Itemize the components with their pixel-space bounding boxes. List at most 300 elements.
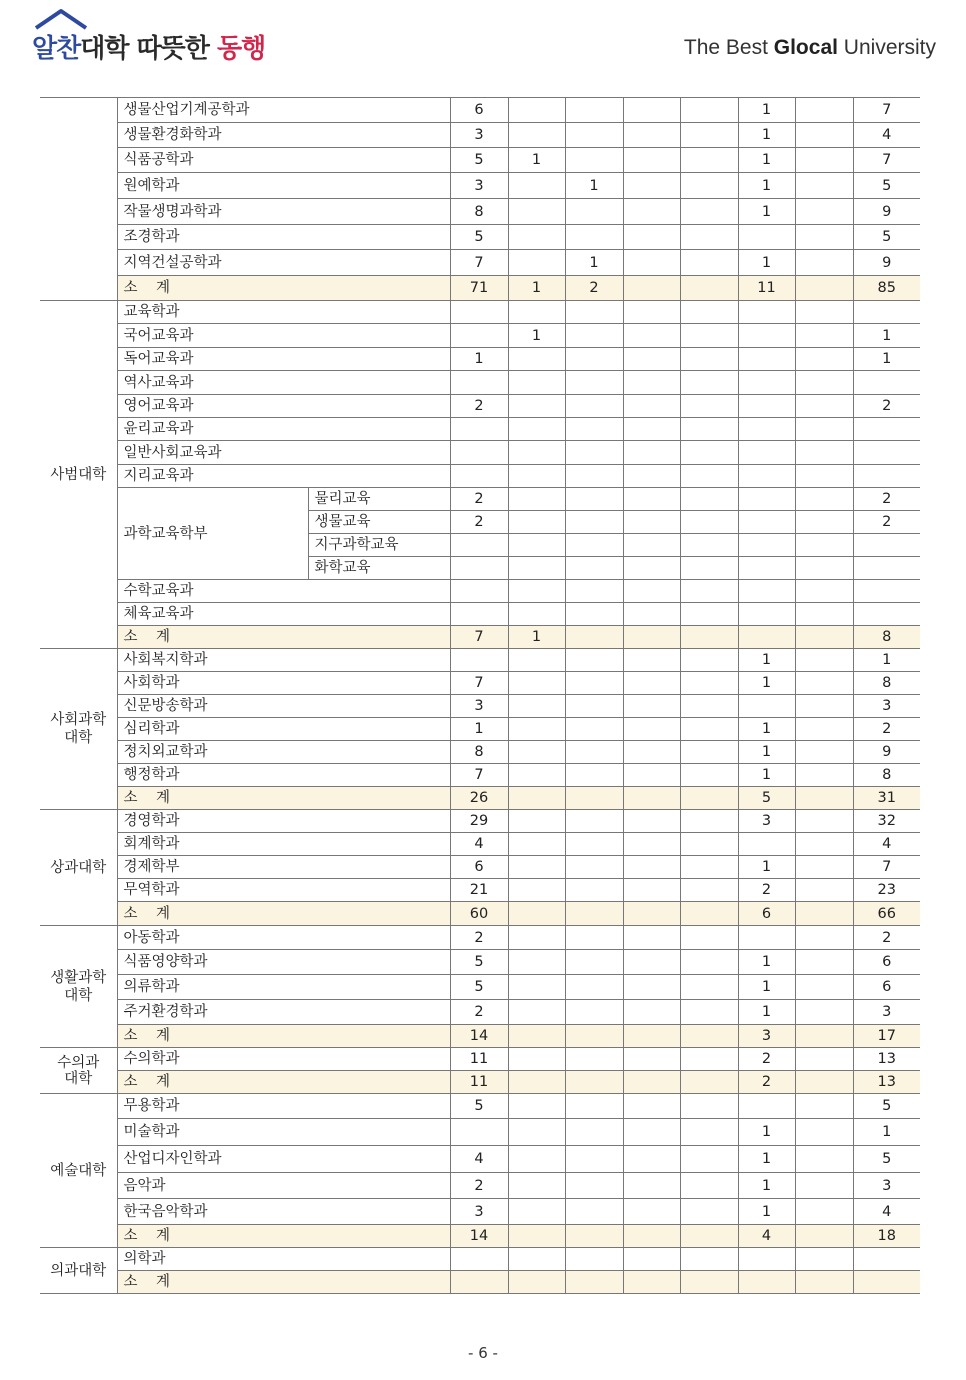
table-row bbox=[40, 975, 920, 1000]
value-cell bbox=[565, 764, 623, 787]
value-cell bbox=[565, 465, 623, 488]
value-cell bbox=[508, 926, 565, 950]
value-cell: 60 bbox=[450, 902, 508, 926]
college-cell: 의과대학 bbox=[40, 1248, 117, 1294]
table-row bbox=[40, 879, 920, 902]
value-cell bbox=[565, 371, 623, 395]
value-cell bbox=[508, 879, 565, 902]
value-cell bbox=[738, 1094, 795, 1119]
table-row bbox=[40, 173, 920, 199]
subtotal-row bbox=[40, 902, 920, 926]
value-cell bbox=[623, 173, 680, 199]
value-cell: 8 bbox=[853, 764, 920, 787]
dept-cell: 회계학과 bbox=[117, 833, 450, 856]
college-cell: 사회과학 대학 bbox=[40, 649, 117, 810]
dept-cell: 식품영양학과 bbox=[117, 950, 450, 975]
value-cell bbox=[853, 534, 920, 557]
value-cell bbox=[508, 741, 565, 764]
value-cell: 2 bbox=[853, 926, 920, 950]
value-cell bbox=[508, 488, 565, 511]
value-cell bbox=[565, 123, 623, 148]
value-cell: 21 bbox=[450, 879, 508, 902]
value-cell bbox=[565, 199, 623, 225]
value-cell: 71 bbox=[450, 276, 508, 301]
value-cell bbox=[795, 1225, 853, 1248]
value-cell: 8 bbox=[450, 199, 508, 225]
value-cell bbox=[623, 649, 680, 672]
value-cell bbox=[680, 1048, 738, 1071]
value-cell bbox=[680, 123, 738, 148]
logo-text-4: 동행 bbox=[216, 34, 266, 64]
value-cell bbox=[623, 301, 680, 324]
value-cell: 3 bbox=[450, 695, 508, 718]
value-cell bbox=[623, 718, 680, 741]
value-cell bbox=[680, 98, 738, 123]
value-cell bbox=[795, 1000, 853, 1025]
value-cell bbox=[565, 557, 623, 580]
value-cell bbox=[508, 1119, 565, 1146]
dept-cell: 조경학과 bbox=[117, 225, 450, 250]
value-cell bbox=[508, 695, 565, 718]
value-cell bbox=[795, 810, 853, 833]
subtotal-row bbox=[40, 787, 920, 810]
dept-cell: 식품공학과 bbox=[117, 148, 450, 173]
value-cell bbox=[795, 926, 853, 950]
value-cell bbox=[738, 580, 795, 603]
dept-cell: 지리교육과 bbox=[117, 465, 450, 488]
value-cell bbox=[623, 879, 680, 902]
value-cell bbox=[853, 603, 920, 626]
value-cell: 85 bbox=[853, 276, 920, 301]
value-cell bbox=[795, 580, 853, 603]
value-cell: 4 bbox=[853, 1199, 920, 1225]
value-cell bbox=[795, 371, 853, 395]
slogan-bold: Glocal bbox=[773, 36, 838, 59]
value-cell bbox=[450, 324, 508, 348]
value-cell bbox=[623, 371, 680, 395]
value-cell bbox=[450, 301, 508, 324]
value-cell: 1 bbox=[738, 173, 795, 199]
value-cell bbox=[738, 534, 795, 557]
table-row bbox=[40, 199, 920, 225]
value-cell: 1 bbox=[738, 718, 795, 741]
value-cell bbox=[565, 418, 623, 441]
value-cell bbox=[795, 1071, 853, 1094]
value-cell bbox=[795, 975, 853, 1000]
dept-cell: 미술학과 bbox=[117, 1119, 450, 1146]
table-row bbox=[40, 833, 920, 856]
table-row bbox=[40, 810, 920, 833]
value-cell bbox=[623, 123, 680, 148]
value-cell: 1 bbox=[738, 975, 795, 1000]
value-cell: 5 bbox=[853, 173, 920, 199]
value-cell bbox=[853, 441, 920, 465]
value-cell: 11 bbox=[450, 1071, 508, 1094]
value-cell bbox=[508, 395, 565, 418]
value-cell bbox=[680, 348, 738, 371]
subtotal-label: 소 계 bbox=[117, 1025, 450, 1048]
value-cell: 31 bbox=[853, 787, 920, 810]
value-cell bbox=[508, 718, 565, 741]
value-cell bbox=[795, 148, 853, 173]
roof-icon bbox=[34, 8, 90, 30]
value-cell: 1 bbox=[508, 324, 565, 348]
subtotal-row bbox=[40, 276, 920, 301]
value-cell bbox=[565, 856, 623, 879]
dept-cell: 수학교육과 bbox=[117, 580, 450, 603]
value-cell bbox=[565, 902, 623, 926]
value-cell bbox=[738, 926, 795, 950]
value-cell: 4 bbox=[450, 1146, 508, 1173]
value-cell bbox=[508, 441, 565, 465]
value-cell: 4 bbox=[853, 123, 920, 148]
value-cell: 1 bbox=[738, 672, 795, 695]
value-cell: 7 bbox=[853, 856, 920, 879]
value-cell bbox=[565, 580, 623, 603]
value-cell: 1 bbox=[450, 718, 508, 741]
value-cell: 1 bbox=[853, 348, 920, 371]
subtotal-label: 소 계 bbox=[117, 1271, 450, 1294]
value-cell bbox=[795, 348, 853, 371]
logo-text-1: 알찬 bbox=[32, 34, 81, 64]
value-cell bbox=[795, 718, 853, 741]
value-cell: 2 bbox=[450, 395, 508, 418]
value-cell bbox=[508, 250, 565, 276]
value-cell bbox=[795, 1025, 853, 1048]
value-cell bbox=[738, 695, 795, 718]
value-cell bbox=[680, 879, 738, 902]
value-cell bbox=[795, 465, 853, 488]
value-cell bbox=[795, 324, 853, 348]
value-cell bbox=[565, 1048, 623, 1071]
value-cell: 1 bbox=[508, 626, 565, 649]
table-body bbox=[40, 98, 920, 1294]
value-cell bbox=[508, 173, 565, 199]
value-cell: 8 bbox=[853, 626, 920, 649]
value-cell: 9 bbox=[853, 199, 920, 225]
value-cell bbox=[565, 534, 623, 557]
value-cell bbox=[508, 348, 565, 371]
table-row bbox=[40, 348, 920, 371]
value-cell bbox=[623, 199, 680, 225]
value-cell bbox=[565, 1025, 623, 1048]
value-cell bbox=[508, 1025, 565, 1048]
value-cell: 1 bbox=[738, 1146, 795, 1173]
value-cell bbox=[623, 1271, 680, 1294]
value-cell bbox=[623, 975, 680, 1000]
value-cell: 13 bbox=[853, 1071, 920, 1094]
value-cell: 66 bbox=[853, 902, 920, 926]
value-cell bbox=[680, 1146, 738, 1173]
dept-cell: 의류학과 bbox=[117, 975, 450, 1000]
value-cell bbox=[738, 465, 795, 488]
dept-cell: 한국음악학과 bbox=[117, 1199, 450, 1225]
dept-cell: 물리교육 bbox=[308, 488, 450, 511]
value-cell: 2 bbox=[450, 926, 508, 950]
value-cell bbox=[450, 603, 508, 626]
table-row bbox=[40, 488, 920, 511]
value-cell bbox=[565, 1094, 623, 1119]
value-cell bbox=[623, 511, 680, 534]
value-cell bbox=[680, 856, 738, 879]
value-cell bbox=[738, 626, 795, 649]
value-cell bbox=[738, 603, 795, 626]
table-row bbox=[40, 123, 920, 148]
slogan bbox=[684, 36, 936, 60]
value-cell bbox=[508, 1048, 565, 1071]
value-cell bbox=[738, 557, 795, 580]
table-row bbox=[40, 741, 920, 764]
dept-cell: 주거환경학과 bbox=[117, 1000, 450, 1025]
table-row bbox=[40, 148, 920, 173]
value-cell bbox=[623, 441, 680, 465]
value-cell bbox=[795, 511, 853, 534]
value-cell: 7 bbox=[450, 764, 508, 787]
value-cell: 1 bbox=[508, 148, 565, 173]
value-cell bbox=[565, 672, 623, 695]
college-cell: 수의과 대학 bbox=[40, 1048, 117, 1094]
value-cell bbox=[623, 741, 680, 764]
value-cell: 2 bbox=[565, 276, 623, 301]
value-cell bbox=[853, 301, 920, 324]
table-row bbox=[40, 225, 920, 250]
value-cell bbox=[738, 225, 795, 250]
value-cell bbox=[680, 787, 738, 810]
value-cell: 3 bbox=[853, 1173, 920, 1199]
table-row bbox=[40, 672, 920, 695]
value-cell: 1 bbox=[738, 856, 795, 879]
value-cell: 9 bbox=[853, 741, 920, 764]
value-cell bbox=[623, 324, 680, 348]
subtotal-label: 소 계 bbox=[117, 276, 450, 301]
value-cell bbox=[450, 1119, 508, 1146]
value-cell bbox=[508, 580, 565, 603]
value-cell bbox=[680, 441, 738, 465]
value-cell: 2 bbox=[853, 488, 920, 511]
value-cell bbox=[623, 810, 680, 833]
value-cell bbox=[680, 672, 738, 695]
value-cell: 1 bbox=[853, 1119, 920, 1146]
value-cell bbox=[508, 123, 565, 148]
value-cell: 1 bbox=[853, 324, 920, 348]
subtotal-row bbox=[40, 1271, 920, 1294]
value-cell bbox=[508, 511, 565, 534]
value-cell bbox=[565, 1071, 623, 1094]
value-cell bbox=[680, 324, 738, 348]
value-cell: 1 bbox=[853, 649, 920, 672]
value-cell bbox=[680, 1248, 738, 1271]
value-cell bbox=[508, 418, 565, 441]
table-row bbox=[40, 395, 920, 418]
value-cell bbox=[508, 465, 565, 488]
table-row bbox=[40, 301, 920, 324]
value-cell bbox=[680, 950, 738, 975]
value-cell bbox=[623, 225, 680, 250]
value-cell: 4 bbox=[450, 833, 508, 856]
value-cell: 5 bbox=[450, 148, 508, 173]
value-cell bbox=[565, 1271, 623, 1294]
value-cell bbox=[508, 1248, 565, 1271]
value-cell: 3 bbox=[738, 1025, 795, 1048]
table-row bbox=[40, 695, 920, 718]
dept-cell: 윤리교육과 bbox=[117, 418, 450, 441]
table-row bbox=[40, 1146, 920, 1173]
value-cell bbox=[680, 148, 738, 173]
value-cell bbox=[738, 511, 795, 534]
value-cell bbox=[680, 649, 738, 672]
admission-table bbox=[40, 97, 920, 1294]
value-cell: 5 bbox=[853, 1094, 920, 1119]
value-cell bbox=[565, 950, 623, 975]
college-cell: 상과대학 bbox=[40, 810, 117, 926]
value-cell bbox=[680, 1094, 738, 1119]
value-cell bbox=[680, 695, 738, 718]
value-cell bbox=[508, 98, 565, 123]
value-cell bbox=[565, 348, 623, 371]
subtotal-label: 소 계 bbox=[117, 1225, 450, 1248]
dept-cell: 의학과 bbox=[117, 1248, 450, 1271]
value-cell bbox=[450, 371, 508, 395]
value-cell bbox=[795, 441, 853, 465]
value-cell bbox=[565, 1225, 623, 1248]
value-cell bbox=[680, 975, 738, 1000]
table-row bbox=[40, 1119, 920, 1146]
value-cell bbox=[508, 672, 565, 695]
value-cell bbox=[795, 672, 853, 695]
table-row bbox=[40, 1094, 920, 1119]
value-cell: 2 bbox=[450, 1000, 508, 1025]
table-row bbox=[40, 764, 920, 787]
table-row bbox=[40, 950, 920, 975]
value-cell: 1 bbox=[738, 950, 795, 975]
dept-cell: 역사교육과 bbox=[117, 371, 450, 395]
value-cell bbox=[680, 276, 738, 301]
university-logo bbox=[32, 28, 265, 65]
value-cell: 14 bbox=[450, 1025, 508, 1048]
value-cell bbox=[623, 764, 680, 787]
dept-cell: 산업디자인학과 bbox=[117, 1146, 450, 1173]
value-cell bbox=[508, 1173, 565, 1199]
value-cell bbox=[795, 1094, 853, 1119]
dept-cell: 지구과학교육 bbox=[308, 534, 450, 557]
value-cell bbox=[565, 626, 623, 649]
subtotal-label: 소 계 bbox=[117, 1071, 450, 1094]
value-cell bbox=[680, 603, 738, 626]
value-cell bbox=[450, 649, 508, 672]
page-number: - 6 - bbox=[468, 1344, 498, 1362]
value-cell bbox=[565, 603, 623, 626]
value-cell bbox=[565, 1173, 623, 1199]
value-cell bbox=[795, 764, 853, 787]
value-cell: 4 bbox=[738, 1225, 795, 1248]
value-cell bbox=[623, 418, 680, 441]
value-cell bbox=[795, 1173, 853, 1199]
value-cell bbox=[623, 1094, 680, 1119]
table-row bbox=[40, 1199, 920, 1225]
dept-cell: 행정학과 bbox=[117, 764, 450, 787]
value-cell: 1 bbox=[738, 148, 795, 173]
value-cell: 26 bbox=[450, 787, 508, 810]
value-cell bbox=[738, 488, 795, 511]
value-cell: 6 bbox=[450, 856, 508, 879]
value-cell bbox=[680, 718, 738, 741]
subtotal-label: 소 계 bbox=[117, 787, 450, 810]
value-cell: 3 bbox=[450, 1199, 508, 1225]
value-cell bbox=[623, 557, 680, 580]
value-cell bbox=[508, 833, 565, 856]
value-cell bbox=[565, 975, 623, 1000]
value-cell: 1 bbox=[738, 1000, 795, 1025]
dept-cell: 영어교육과 bbox=[117, 395, 450, 418]
value-cell bbox=[680, 1271, 738, 1294]
value-cell bbox=[450, 1248, 508, 1271]
logo-text-2: 대학 bbox=[80, 34, 129, 64]
dept-cell: 생물교육 bbox=[308, 511, 450, 534]
value-cell: 6 bbox=[853, 950, 920, 975]
value-cell bbox=[508, 787, 565, 810]
value-cell bbox=[508, 950, 565, 975]
value-cell bbox=[795, 902, 853, 926]
value-cell: 5 bbox=[450, 1094, 508, 1119]
value-cell bbox=[565, 1199, 623, 1225]
value-cell bbox=[623, 1248, 680, 1271]
value-cell bbox=[795, 833, 853, 856]
dept-cell: 무용학과 bbox=[117, 1094, 450, 1119]
value-cell bbox=[623, 926, 680, 950]
value-cell bbox=[508, 1146, 565, 1173]
value-cell bbox=[565, 1248, 623, 1271]
value-cell bbox=[795, 1048, 853, 1071]
value-cell bbox=[853, 557, 920, 580]
slogan-post: University bbox=[837, 36, 936, 59]
value-cell bbox=[853, 418, 920, 441]
value-cell bbox=[623, 1048, 680, 1071]
value-cell: 1 bbox=[738, 1119, 795, 1146]
dept-cell: 원예학과 bbox=[117, 173, 450, 199]
value-cell bbox=[450, 534, 508, 557]
subtotal-label: 소 계 bbox=[117, 626, 450, 649]
college-cell: 사범대학 bbox=[40, 301, 117, 649]
value-cell: 2 bbox=[738, 1048, 795, 1071]
dept-cell: 음악과 bbox=[117, 1173, 450, 1199]
value-cell: 1 bbox=[738, 1173, 795, 1199]
science-division-cell: 과학교육학부 bbox=[117, 488, 308, 580]
value-cell bbox=[623, 276, 680, 301]
value-cell: 2 bbox=[853, 511, 920, 534]
value-cell bbox=[623, 787, 680, 810]
value-cell bbox=[795, 1146, 853, 1173]
value-cell: 9 bbox=[853, 250, 920, 276]
value-cell bbox=[565, 98, 623, 123]
value-cell bbox=[680, 199, 738, 225]
value-cell bbox=[508, 1225, 565, 1248]
dept-cell: 교육학과 bbox=[117, 301, 450, 324]
value-cell bbox=[680, 395, 738, 418]
value-cell bbox=[795, 603, 853, 626]
table-row bbox=[40, 441, 920, 465]
value-cell bbox=[623, 98, 680, 123]
value-cell: 5 bbox=[450, 225, 508, 250]
value-cell bbox=[738, 324, 795, 348]
dept-cell: 체육교육과 bbox=[117, 603, 450, 626]
value-cell bbox=[795, 1271, 853, 1294]
value-cell: 7 bbox=[450, 250, 508, 276]
value-cell bbox=[795, 1248, 853, 1271]
value-cell: 1 bbox=[738, 764, 795, 787]
value-cell bbox=[508, 557, 565, 580]
subtotal-row bbox=[40, 1071, 920, 1094]
value-cell bbox=[565, 225, 623, 250]
